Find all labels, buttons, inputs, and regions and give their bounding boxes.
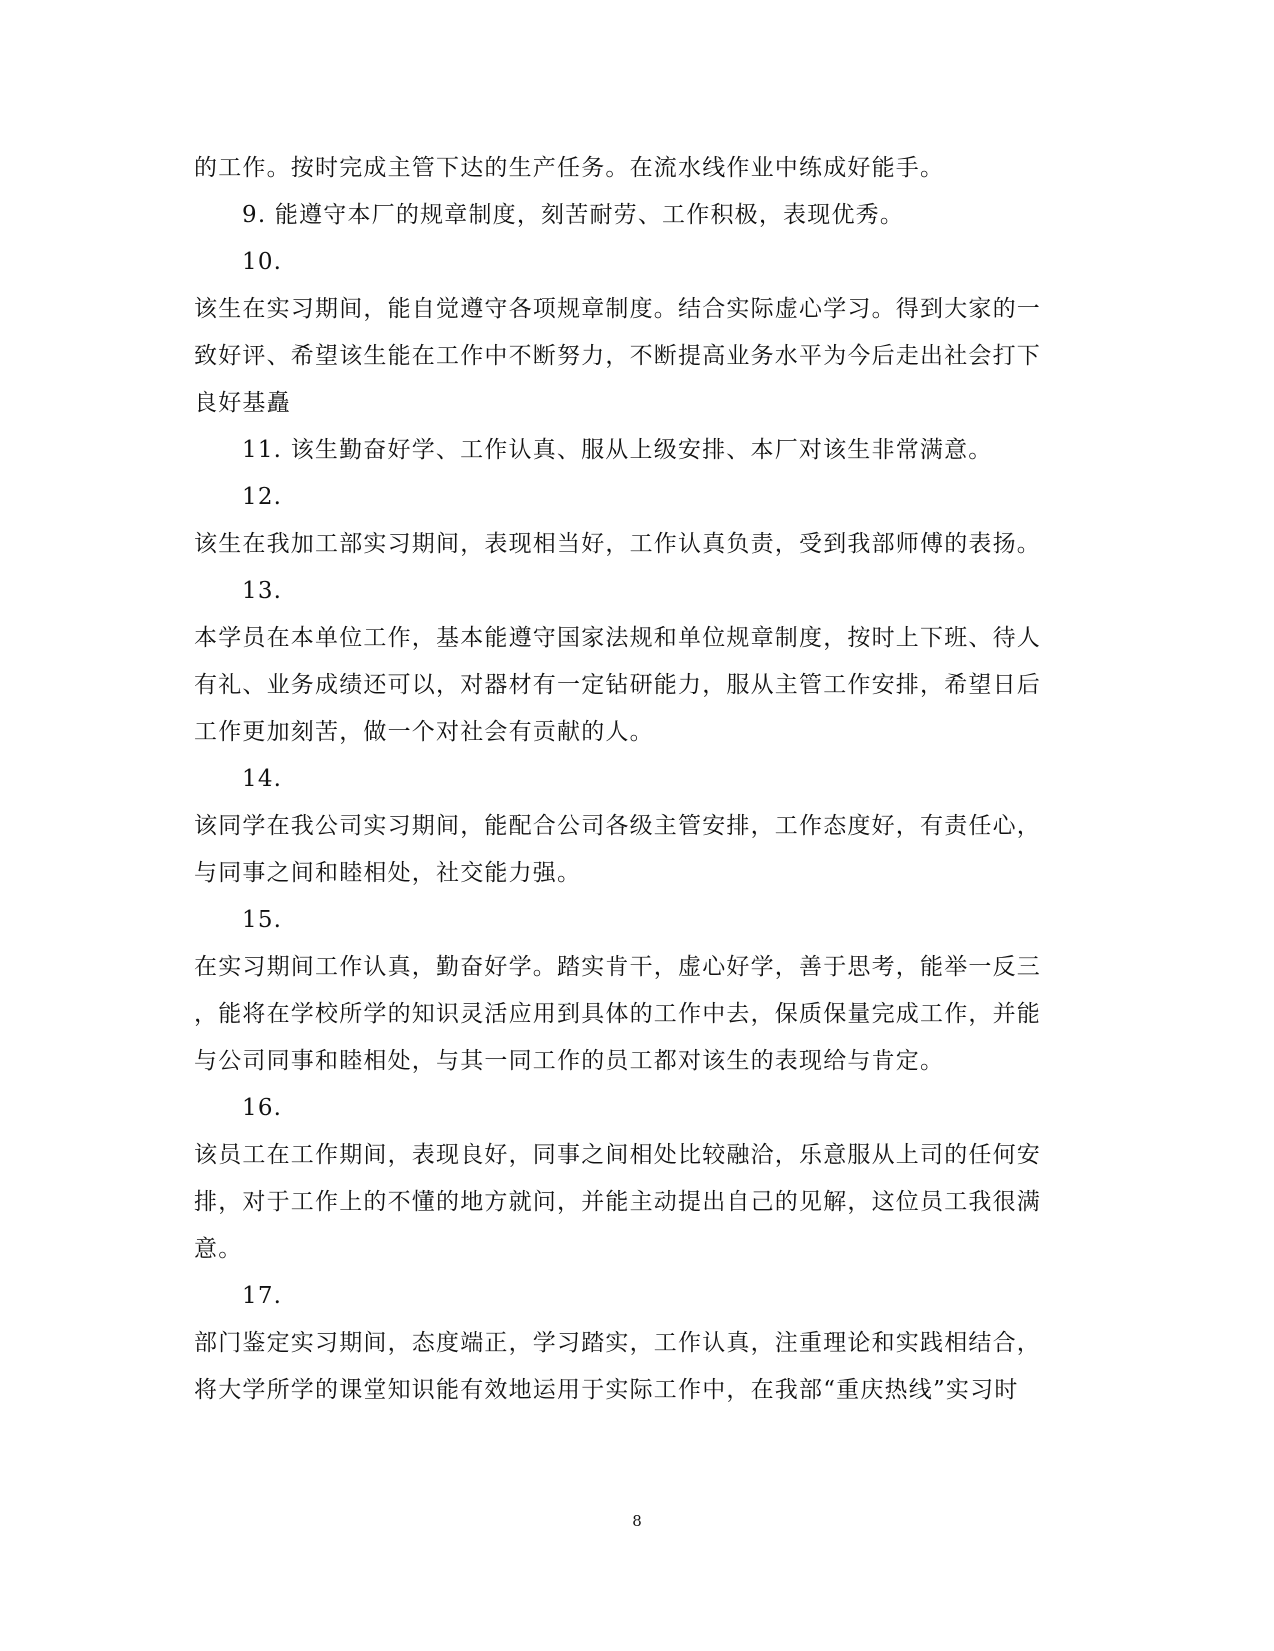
list-number-14: 14. xyxy=(242,766,283,792)
text-line: 排，对于工作上的不懂的地方就问，并能主动提出自己的见解，这位员工我很满 xyxy=(194,1189,1041,1215)
list-item-11: 11. 该生勤奋好学、工作认真、服从上级安排、本厂对该生非常满意。 xyxy=(242,437,993,463)
list-item-9: 9. 能遵守本厂的规章制度，刻苦耐劳、工作积极，表现优秀。 xyxy=(242,202,905,228)
text-line: 与同事之间和睦相处，社交能力强。 xyxy=(194,860,582,886)
list-number-13: 13. xyxy=(242,578,283,604)
text-line: 的工作。按时完成主管下达的生产任务。在流水线作业中练成好能手。 xyxy=(194,155,945,181)
text-line: 本学员在本单位工作，基本能遵守国家法规和单位规章制度，按时上下班、待人 xyxy=(194,625,1041,651)
text-line: ，能将在学校所学的知识灵活应用到具体的工作中去，保质保量完成工作，并能 xyxy=(194,1001,1041,1027)
list-number-17: 17. xyxy=(242,1283,283,1309)
text-line: 将大学所学的课堂知识能有效地运用于实际工作中，在我部“重庆热线”实习时 xyxy=(194,1377,1019,1403)
text-line: 工作更加刻苦，做一个对社会有贡献的人。 xyxy=(194,719,654,745)
text-line: 该生在我加工部实习期间，表现相当好，工作认真负责，受到我部师傅的表扬。 xyxy=(194,531,1041,557)
text-line: 部门鉴定实习期间，态度端正，学习踏实，工作认真，注重理论和实践相结合， xyxy=(194,1330,1041,1356)
text-line: 与公司同事和睦相处，与其一同工作的员工都对该生的表现给与肯定。 xyxy=(194,1048,945,1074)
list-number-10: 10. xyxy=(242,249,283,275)
list-number-15: 15. xyxy=(242,907,283,933)
text-line: 良好基矗 xyxy=(194,390,291,416)
text-line: 意。 xyxy=(194,1236,243,1262)
text-line: 有礼、业务成绩还可以，对器材有一定钻研能力，服从主管工作安排，希望日后 xyxy=(194,672,1041,698)
text-line: 该员工在工作期间，表现良好，同事之间相处比较融洽，乐意服从上司的任何安 xyxy=(194,1142,1041,1168)
text-line: 致好评、希望该生能在工作中不断努力，不断提高业务水平为今后走出社会打下 xyxy=(194,343,1041,369)
text-line: 该生在实习期间，能自觉遵守各项规章制度。结合实际虚心学习。得到大家的一 xyxy=(194,296,1041,322)
list-number-12: 12. xyxy=(242,484,283,510)
text-line: 在实习期间工作认真，勤奋好学。踏实肯干，虚心好学，善于思考，能举一反三 xyxy=(194,954,1041,980)
page-number: 8 xyxy=(632,1512,642,1530)
list-number-16: 16. xyxy=(242,1095,283,1121)
text-line: 该同学在我公司实习期间，能配合公司各级主管安排，工作态度好，有责任心， xyxy=(194,813,1041,839)
